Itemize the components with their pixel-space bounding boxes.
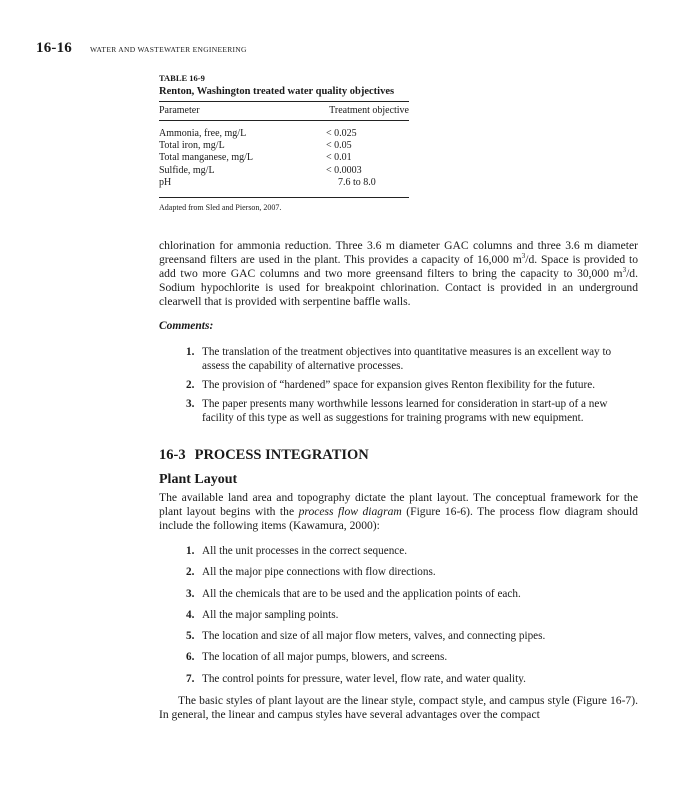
list-item xyxy=(186,629,638,650)
list-item xyxy=(186,378,638,392)
paragraph-text: The available land area and topography dictate the plant layout. The conceptual framework for the plant layout begins with the xyxy=(159,491,638,518)
superscript: 3 xyxy=(521,252,526,261)
section-heading xyxy=(159,447,369,464)
list-number: 6. xyxy=(186,651,195,664)
list-text: All the chemicals that are to be used and the application points of each. xyxy=(202,587,521,600)
column-header-objective: Treatment objective xyxy=(329,105,409,116)
list-number: 1. xyxy=(186,545,195,557)
section-title: PROCESS INTEGRATION xyxy=(194,447,369,463)
paragraph-text: (Figure 16-6). The process flow diagram should include the following items (Kawamura, 2000): xyxy=(159,505,638,532)
superscript: 3 xyxy=(622,266,627,275)
cell-objective: < 0.0003 xyxy=(326,164,362,176)
list-number: 3. xyxy=(186,587,195,600)
cell-objective: < 0.01 xyxy=(326,152,352,164)
list-item xyxy=(186,650,638,671)
running-title: WATER AND WASTEWATER ENGINEERING xyxy=(90,45,247,54)
table-row xyxy=(159,177,409,189)
list-number: 5. xyxy=(186,630,195,643)
comments-heading: Comments: xyxy=(159,320,214,332)
cell-parameter: Total manganese, mg/L xyxy=(159,152,253,164)
table-header-row xyxy=(159,102,409,120)
cell-objective: 7.6 to 8.0 xyxy=(338,176,376,188)
list-text: The paper presents many worthwhile lessons learned for consideration in start-up of a new facility of this type as well as suggestions for training programs with new equipment. xyxy=(202,398,608,424)
page-number: 16-16 xyxy=(36,40,72,56)
cell-parameter: Ammonia, free, mg/L xyxy=(159,128,247,139)
table-bottom-rule xyxy=(159,197,409,198)
comments-list xyxy=(186,345,638,430)
list-item xyxy=(186,672,638,693)
paragraph-chlorination xyxy=(159,239,638,309)
list-number: 2. xyxy=(186,566,195,579)
paragraph-text: /d. Space is provided to add two more GAC columns and two more greensand filters to bring the capacity to 30,000 m xyxy=(159,253,639,280)
cell-objective: < 0.05 xyxy=(326,140,352,152)
paragraph-text: /d. Sodium hypochlorite is used for breakpoint chlorination. Contact is provided in an underground clearwell that is provided with serpentine baffle walls. xyxy=(159,267,638,308)
table-row xyxy=(159,165,409,177)
list-number: 4. xyxy=(186,608,195,621)
list-text: The control points for pressure, water level, flow rate, and water quality. xyxy=(202,672,526,685)
list-number: 2. xyxy=(186,379,195,391)
table-row xyxy=(159,140,409,152)
table-row xyxy=(159,152,409,164)
list-item xyxy=(186,608,638,629)
section-number: 16-3 xyxy=(159,447,186,463)
table-row xyxy=(159,128,409,140)
cell-parameter: Sulfide, mg/L xyxy=(159,164,215,176)
column-header-parameter: Parameter xyxy=(159,105,200,116)
page-header xyxy=(36,39,247,57)
quality-objectives-table xyxy=(159,73,409,212)
list-text: All the major pipe connections with flow directions. xyxy=(202,566,436,579)
list-item xyxy=(186,544,638,565)
list-item xyxy=(186,397,638,425)
table-title: Renton, Washington treated water quality objectives xyxy=(159,86,395,97)
italic-term: process flow diagram xyxy=(298,505,402,518)
table-label: TABLE 16-9 xyxy=(159,73,205,83)
list-item xyxy=(186,587,638,608)
table-source-note: Adapted from Sled and Pierson, 2007. xyxy=(159,202,282,212)
list-number: 7. xyxy=(186,672,195,685)
table-body xyxy=(159,121,409,193)
list-text: The location and size of all major flow meters, valves, and connecting pipes. xyxy=(202,630,546,643)
paragraph-layout-styles: The basic styles of plant layout are the linear style, compact style, and campus style (Figure 16-7). In general, the linear and campus styles have several advantages over the compact xyxy=(159,694,638,721)
cell-parameter: pH xyxy=(159,176,172,188)
paragraph-plant-layout xyxy=(159,491,638,533)
list-text: All the major sampling points. xyxy=(202,608,339,621)
flow-diagram-items-list xyxy=(186,544,638,693)
list-number: 3. xyxy=(186,398,195,410)
list-text: All the unit processes in the correct sequence. xyxy=(202,545,408,557)
list-text: The provision of “hardened” space for expansion gives Renton flexibility for the future. xyxy=(202,379,595,391)
cell-objective: < 0.025 xyxy=(326,128,357,139)
cell-parameter: Total iron, mg/L xyxy=(159,140,225,152)
list-item xyxy=(186,345,638,373)
list-number: 1. xyxy=(186,346,195,358)
list-text: The translation of the treatment objectives into quantitative measures is an excellent way to assess the capability of alternative processes. xyxy=(202,346,612,372)
list-item xyxy=(186,565,638,586)
paragraph-text: chlorination for ammonia reduction. Three 3.6 m diameter GAC columns and three 3.6 m diameter greensand filters are used in the plant. This provides a capacity of 16,000 m xyxy=(159,239,638,266)
list-text: The location of all major pumps, blowers, and screens. xyxy=(202,651,448,664)
subsection-heading: Plant Layout xyxy=(159,472,238,487)
